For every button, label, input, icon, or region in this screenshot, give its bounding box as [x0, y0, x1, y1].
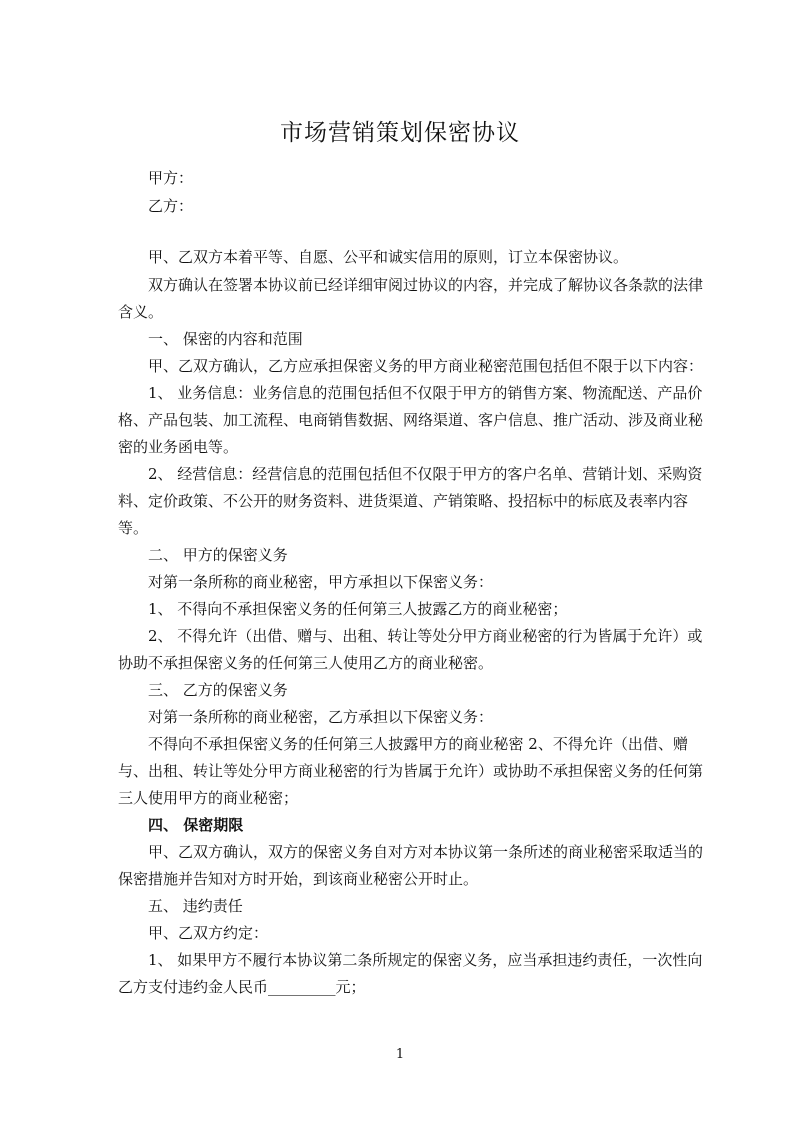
- section-4-paragraph-line-1: 甲、乙双方确认，双方的保密义务自对方对本协议第一条所述的商业秘密采取适当的: [148, 843, 704, 861]
- section-2-item-2-line-2: 协助不承担保密义务的任何第三人使用乙方的商业秘密。: [118, 654, 494, 672]
- party-a-label: 甲方：: [148, 169, 194, 187]
- page-number: 1: [395, 1047, 405, 1062]
- section-2-heading: 二、 甲方的保密义务: [148, 546, 288, 564]
- section-1-item-1-line-1: 1、 业务信息：业务信息的范围包括但不仅限于甲方的销售方案、物流配送、产品价: [148, 384, 703, 402]
- intro-paragraph-1: 甲、乙双方本着平等、自愿、公平和诚实信用的原则，订立本保密协议。: [148, 248, 629, 266]
- section-1-item-2-line-1: 2、 经营信息：经营信息的范围包括但不仅限于甲方的客户名单、营销计划、采购资: [148, 465, 703, 483]
- section-3-paragraph-2-line-2: 与、出租、转让等处分甲方商业秘密的行为皆属于允许）或协助不承担保密义务的任何第: [118, 762, 704, 780]
- section-3-paragraph-2-line-1: 不得向不承担保密义务的任何第三人披露甲方的商业秘密 2、不得允许（出借、赠: [148, 735, 688, 753]
- document-title: 市场营销策划保密协议: [280, 120, 520, 146]
- section-2-item-1: 1、 不得向不承担保密义务的任何第三人披露乙方的商业秘密；: [148, 600, 568, 618]
- section-1-item-2-line-3: 等。: [118, 519, 149, 537]
- section-3-paragraph: 对第一条所称的商业秘密，乙方承担以下保密义务：: [148, 708, 494, 726]
- section-4-paragraph-line-2: 保密措施并告知对方时开始，到该商业秘密公开时止。: [118, 870, 479, 888]
- intro-paragraph-2-line-1: 双方确认在签署本协议前已经详细审阅过协议的内容，并完成了解协议各条款的法律: [148, 276, 704, 294]
- section-2-paragraph: 对第一条所称的商业秘密，甲方承担以下保密义务：: [148, 573, 494, 591]
- party-b-label: 乙方：: [148, 197, 194, 215]
- section-1-item-1-line-3: 密的业务函电等。: [118, 438, 239, 456]
- section-1-item-2-line-2: 料、定价政策、不公开的财务资料、进货渠道、产销策略、投招标中的标底及表率内容: [118, 492, 689, 510]
- section-5-item-1-line-1: 1、 如果甲方不履行本协议第二条所规定的保密义务，应当承担违约责任，一次性向: [148, 951, 703, 969]
- section-2-item-2-line-1: 2、 不得允许（出借、赠与、出租、转让等处分甲方商业秘密的行为皆属于允许）或: [148, 627, 703, 645]
- section-5-item-1-line-2: 乙方支付违约金人民币_________元；: [118, 978, 366, 996]
- section-5-heading: 五、 违约责任: [148, 897, 243, 915]
- section-1-item-1-line-2: 格、产品包装、加工流程、电商销售数据、网络渠道、客户信息、推广活动、涉及商业秘: [118, 411, 704, 429]
- section-1-paragraph: 甲、乙双方确认，乙方应承担保密义务的甲方商业秘密范围包括但不限于以下内容：: [148, 357, 704, 375]
- section-5-paragraph: 甲、乙双方约定：: [148, 924, 269, 942]
- section-3-paragraph-2-line-3: 三人使用甲方的商业秘密；: [118, 789, 299, 807]
- intro-paragraph-2-line-2: 含义。: [118, 303, 164, 321]
- section-4-heading: 四、 保密期限: [148, 816, 244, 834]
- section-1-heading: 一、 保密的内容和范围: [148, 330, 303, 348]
- section-3-heading: 三、 乙方的保密义务: [148, 681, 288, 699]
